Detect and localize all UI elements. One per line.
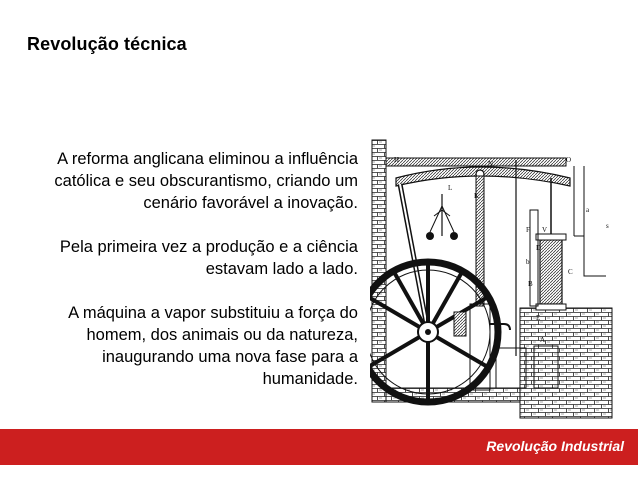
slide-title: Revolução técnica xyxy=(27,34,187,54)
label-n: N xyxy=(488,160,494,168)
label-k: K xyxy=(474,192,480,200)
label-l: L xyxy=(448,184,453,192)
governor-icon xyxy=(426,194,458,240)
label-e: E xyxy=(536,314,541,322)
label-o: O xyxy=(566,156,572,164)
label-c: C xyxy=(568,268,573,276)
label-h: H xyxy=(394,156,400,164)
label-b: b xyxy=(526,258,530,266)
paragraph-producao-ciencia: Pela primeira vez a produção e a ciência estavam lado a lado. xyxy=(59,238,358,278)
label-b-upper: B xyxy=(528,280,533,288)
label-a-upper: A xyxy=(540,336,546,344)
label-f: F xyxy=(526,226,530,234)
paragraph-reforma: A reforma anglicana eliminou a influência católica e seu obscurantismo, criando um cenário favorável a inovação. xyxy=(54,150,358,212)
paragraph-maquina-vapor: A máquina a vapor substituiu a força do homem, dos animais ou da natureza, inaugurando uma nova fase para a humanidade. xyxy=(68,304,358,388)
footer-label: Revolução Industrial xyxy=(486,438,624,454)
flywheel-icon xyxy=(370,262,498,402)
label-d: D xyxy=(536,244,542,252)
label-s: s xyxy=(606,222,609,230)
label-v: V xyxy=(542,226,548,234)
footer-bar xyxy=(0,429,638,465)
steam-engine-illustration xyxy=(370,136,622,420)
label-a: a xyxy=(586,206,590,214)
body-text xyxy=(20,148,358,390)
